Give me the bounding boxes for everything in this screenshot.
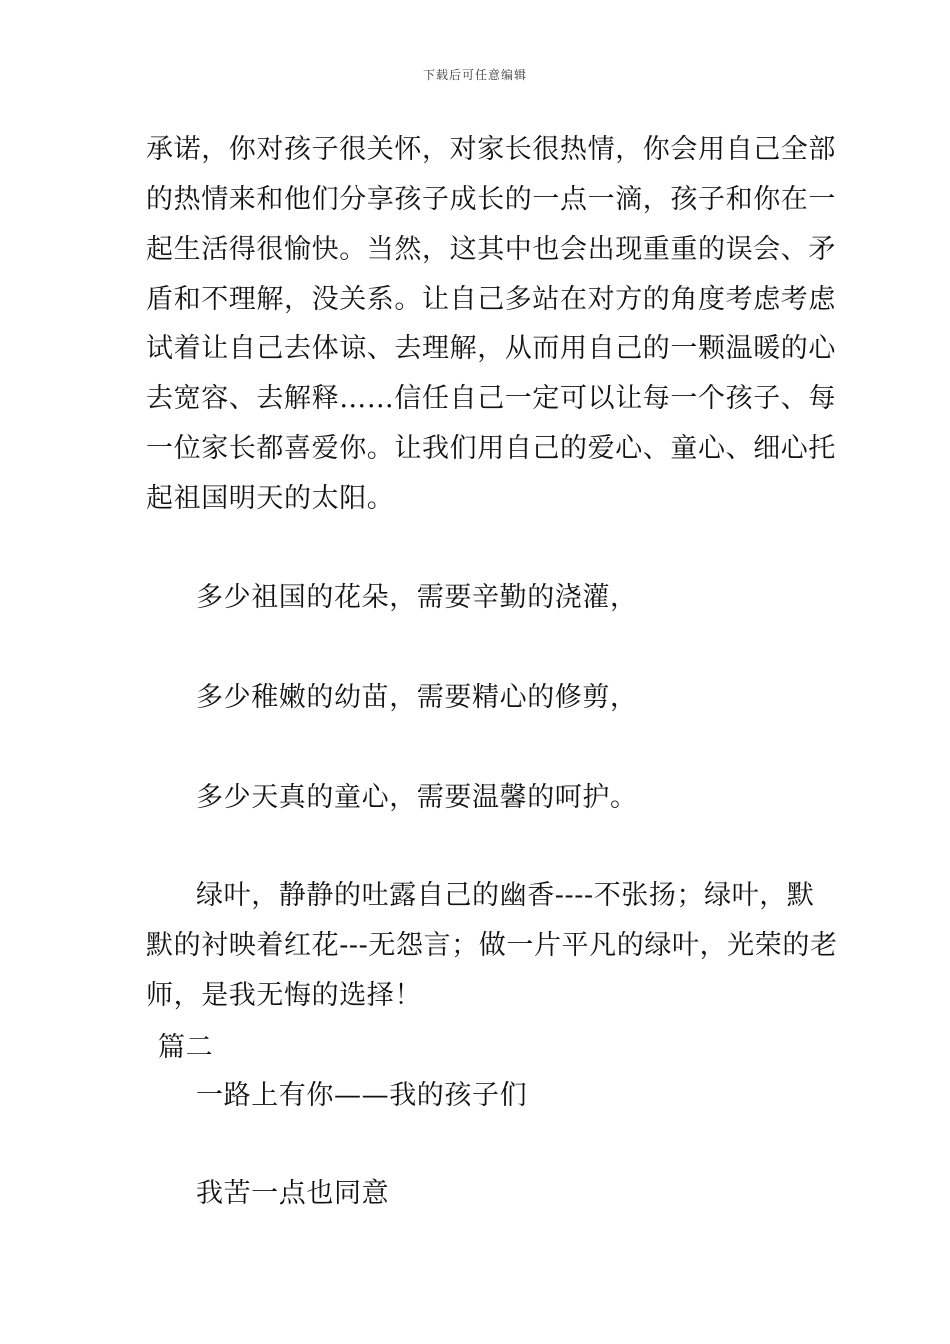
paragraph-line: 去宽容、去解释……信任自己一定可以让每一个孩子、每 xyxy=(146,383,836,414)
poem-line: 多少天真的童心，需要温馨的呵护。 xyxy=(196,782,638,813)
poem-line: 多少祖国的花朵，需要辛勤的浇灌， xyxy=(196,582,638,613)
paragraph-line: 师，是我无悔的选择！ xyxy=(146,980,422,1011)
section-title: 一路上有你——我的孩子们 xyxy=(196,1080,528,1111)
paragraph-line: 一位家长都喜爱你。让我们用自己的爱心、童心、细心托 xyxy=(146,433,836,464)
page-header: 下载后可任意编辑 xyxy=(422,68,527,82)
section-heading: 篇二 xyxy=(158,1032,214,1063)
paragraph-line: 的热情来和他们分享孩子成长的一点一滴，孩子和你在一 xyxy=(146,184,836,215)
paragraph-line: 起生活得很愉快。当然，这其中也会出现重重的误会、矛 xyxy=(146,234,836,265)
paragraph-line: 默的衬映着红花---无怨言；做一片平凡的绿叶，光荣的老 xyxy=(146,930,838,961)
paragraph-line: 起祖国明天的太阳。 xyxy=(146,483,395,514)
paragraph-line: 绿叶，静静的吐露自己的幽香----不张扬；绿叶，默 xyxy=(196,880,815,911)
poem-line: 多少稚嫩的幼苗，需要精心的修剪， xyxy=(196,682,638,713)
section-first-line: 我苦一点也同意 xyxy=(196,1178,390,1209)
paragraph-line: 试着让自己去体谅、去理解，从而用自己的一颗温暖的心 xyxy=(146,333,836,364)
paragraph-line: 承诺，你对孩子很关怀，对家长很热情，你会用自己全部 xyxy=(146,134,836,165)
paragraph-line: 盾和不理解，没关系。让自己多站在对方的角度考虑考虑 xyxy=(146,284,836,315)
